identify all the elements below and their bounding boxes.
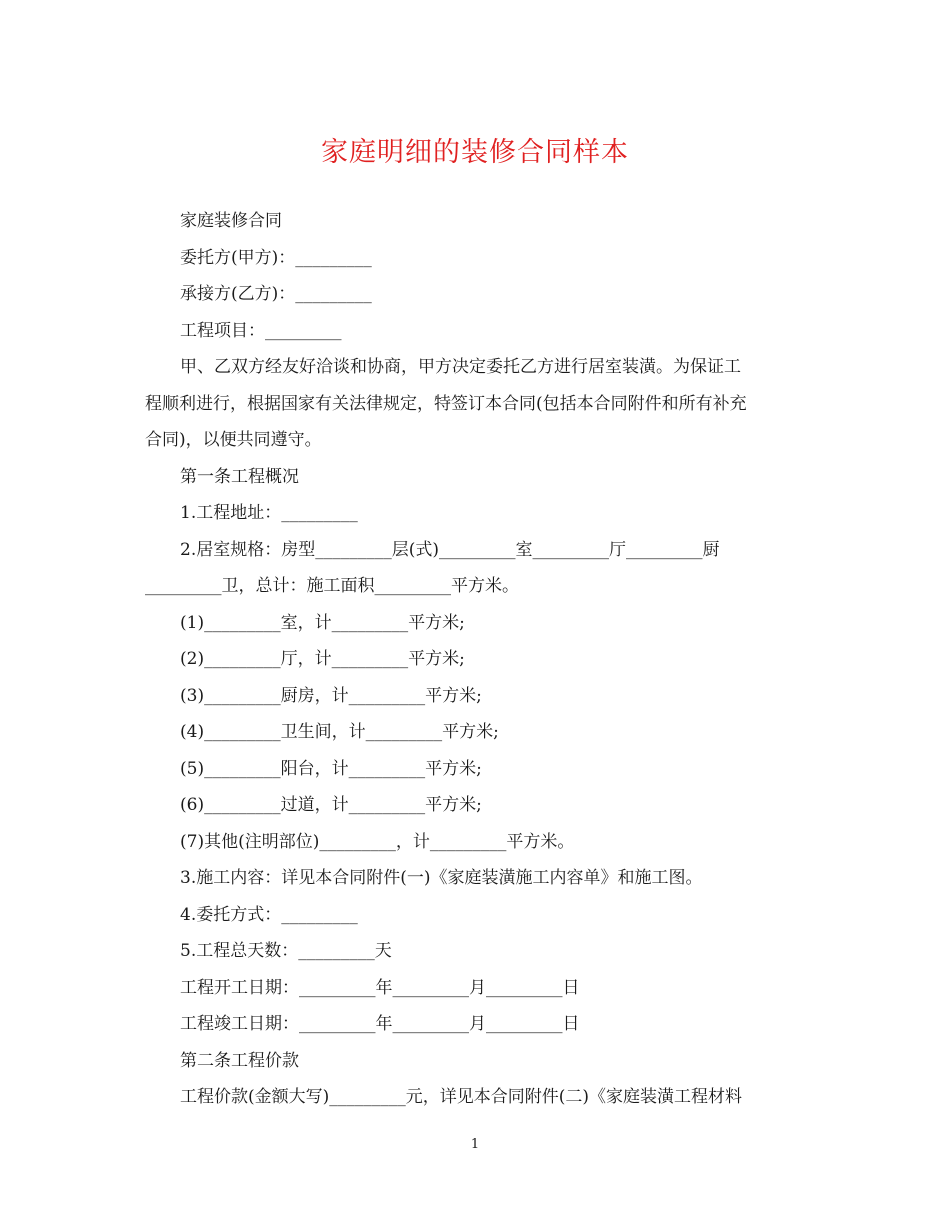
- address-line: 1.工程地址：_________: [180, 503, 358, 523]
- method-line: 4.委托方式：_________: [180, 904, 358, 925]
- room-line: (4)_________卫生间，计_________平方米;: [180, 722, 499, 742]
- days-line: 5.工程总天数：_________天: [180, 941, 392, 961]
- price-line: 工程价款(金额大写)_________元，详见本合同附件(二)《家庭装潢工程材料: [180, 1087, 743, 1107]
- start-date-line: 工程开工日期：_________年_________月_________日: [180, 977, 580, 998]
- room-line: (5)_________阳台，计_________平方米;: [180, 758, 482, 779]
- content-line: 3.施工内容：详见本合同附件(一)《家庭装潢施工内容单》和施工图。: [180, 868, 703, 888]
- room-line: (3)_________厨房，计_________平方米;: [180, 685, 482, 706]
- party-a-line: 委托方(甲方)：_________: [180, 247, 372, 268]
- section-2-heading: 第二条工程价款: [180, 1050, 299, 1071]
- spec-line-continued: _________卫，总计：施工面积_________平方米。: [145, 576, 519, 596]
- spec-line: 2.居室规格：房型_________层(式)_________室_________厅_________厨: [180, 539, 720, 560]
- contract-heading: 家庭装修合同: [180, 211, 282, 231]
- room-line: (1)_________室，计_________平方米;: [180, 612, 465, 633]
- party-b-line: 承接方(乙方)：_________: [180, 284, 372, 304]
- room-line: (2)_________厅，计_________平方米;: [180, 649, 465, 669]
- room-line: (7)其他(注明部位)_________，计_________平方米。: [180, 831, 575, 852]
- intro-paragraph-line: 合同)，以便共同遵守。: [145, 430, 322, 450]
- end-date-line: 工程竣工日期：_________年_________月_________日: [180, 1014, 580, 1034]
- intro-paragraph: [145, 349, 810, 459]
- document-body: [145, 203, 810, 1116]
- project-line: 工程项目：_________: [180, 320, 342, 341]
- intro-paragraph-line: 甲、乙双方经友好洽谈和协商，甲方决定委托乙方进行居室装潢。为保证工: [180, 357, 741, 377]
- section-1-heading: 第一条工程概况: [180, 466, 299, 487]
- room-line: (6)_________过道，计_________平方米;: [180, 795, 482, 815]
- intro-paragraph-line: 程顺利进行，根据国家有关法律规定，特签订本合同(包括本合同附件和所有补充: [145, 393, 747, 414]
- page-number: 1: [470, 1137, 480, 1152]
- document-title: 家庭明细的装修合同样本: [321, 137, 629, 168]
